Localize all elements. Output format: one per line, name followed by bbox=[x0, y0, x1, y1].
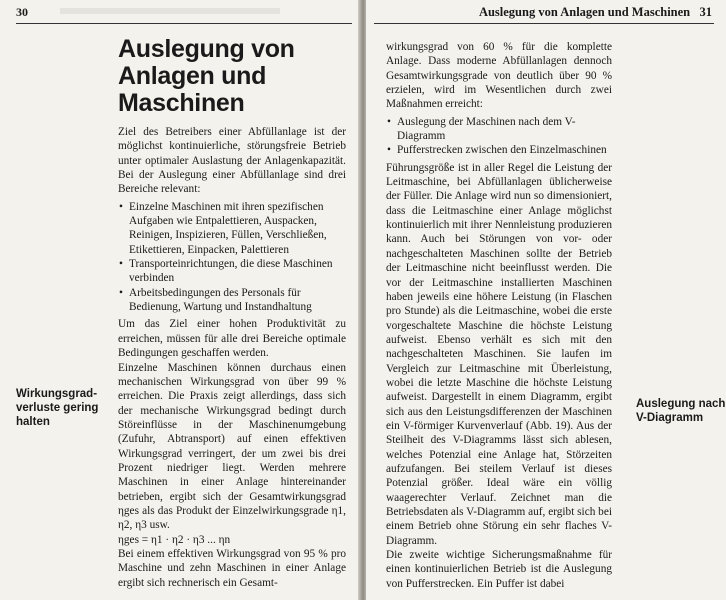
bullet-list-right bbox=[386, 115, 612, 158]
paragraph-productivity: Um das Ziel einer hohen Produktivität zu erreichen, müssen für alle drei Bereiche optimale Bedingungen geschaffen werden. bbox=[118, 318, 346, 360]
page-number-right: 31 bbox=[699, 5, 712, 19]
header-rule bbox=[374, 23, 714, 24]
chapter-title: Auslegung von Anlagen und Maschinen bbox=[118, 35, 295, 117]
efficiency-formula: ηges = η1 · η2 · η3 ... ηn bbox=[118, 533, 231, 546]
list-item: • Auslegung der Maschinen nach dem V-Diagramm bbox=[397, 115, 612, 144]
paragraph-intro: Ziel des Betreibers einer Abfüllanlage ist der möglichst kontinuierliche, störungsfreie Betrieb unter optimaler Auslastung der Anlagenkapazität. Bei der Auslegung einer Abfüllanlage sind drei Bereiche relevant: bbox=[118, 126, 346, 196]
left-body bbox=[118, 125, 346, 590]
list-item: • Pufferstrecken zwischen den Einzelmaschinen bbox=[397, 143, 612, 157]
right-page bbox=[366, 0, 726, 600]
page-number-left: 30 bbox=[16, 5, 28, 19]
paragraph-continuation: wirkungsgrad von 60 % für die komplette Anlage. Dass moderne Abfüllanlagen dennoch Gesamtwirkungsgrade von deutlich über 90 % erzielen, wird im Wesentlichen durch zwei Maßnahmen erreicht: bbox=[386, 41, 612, 111]
right-body bbox=[386, 40, 612, 591]
show-through bbox=[60, 8, 280, 14]
running-head-title: Auslegung von Anlagen und Maschinen bbox=[478, 5, 691, 19]
list-item: • Transporteinrichtungen, die diese Maschinen verbinden bbox=[129, 257, 346, 286]
list-item: • Einzelne Maschinen mit ihren spezifischen Aufgaben wie Entpalettieren, Auspacken, Reinigen, Inspizieren, Füllen, Verschließen, Etikettieren, Einpacken, Palettieren bbox=[129, 200, 346, 257]
left-page bbox=[0, 0, 360, 600]
running-head bbox=[479, 5, 712, 20]
bullet-list-left bbox=[118, 200, 346, 315]
paragraph-example: Bei einem effektiven Wirkungsgrad von 95 % pro Maschine und zehn Maschinen in einer Anlage ergibt sich rechnerisch ein Gesamt- bbox=[118, 547, 346, 589]
margin-note-left: Wirkungsgrad-verluste gering halten bbox=[16, 388, 99, 428]
paragraph-lead-machine: Führungsgröße ist in aller Regel die Leistung der Leitmaschine, bei Abfüllanlagen üblicherweise der Füller. Die Anlage wird nun so dimensioniert, dass die Leitmaschine einer Anlage möglichst kontinuierlich mit ihrer Nennleistung produzieren kann. Auch bei Störungen von vor- oder nachgeschalteten Maschinen sollte der Betrieb der Leitmaschine nicht beeinflusst werden. Die vor der Leitmaschine installierten Maschinen haben jeweils eine höhere Leistung (in Flaschen pro Stunde) als die Leitmaschine, wobei die erste vorgeschaltete Maschine die höchste Leistung aufweist. Ebenso verhält es sich mit den nachgeschalteten Maschinen. Sie laufen im Vergleich zur Leitmaschine mit Überleistung, wobei die letzte Maschine die höchste Leistung aufweist. Dargestellt in einem Diagramm, ergibt sich aus den Leistungsdifferenzen der Maschinen ein V-förmiger Kurvenverlauf (Abb. 19). Aus der Steilheit des V-Diagramms lässt sich ablesen, welches Potenzial eine Anlage hat, Störzeiten aufzufangen. Bei steilem Verlauf ist dieses Potenzial größer. Ideal wäre ein völlig waagerechter Verlauf. Zeichnet man die Betriebsdaten als V-Diagramm auf, ergibt sich bei einem Betrieb ohne Störung ein sehr flaches V-Diagramm. bbox=[386, 161, 612, 547]
header-rule bbox=[16, 23, 352, 24]
list-item: • Arbeitsbedingungen des Personals für Bedienung, Wartung und Instandhaltung bbox=[129, 286, 346, 315]
paragraph-efficiency: Einzelne Maschinen können durchaus einen mechanischen Wirkungsgrad von über 99 % erreichen. Die Praxis zeigt allerdings, dass sich der mechanische Wirkungsgrad bedingt durch Störeinflüsse in der Maschinenumgebung (Zufuhr, Abtransport) auf einen effektiven Wirkungsgrad verringert, der um zwei bis drei Prozent niedriger liegt. Werden mehrere Maschinen in einer Anlage hintereinander betrieben, ergibt sich der Gesamtwirkungsgrad ηges als das Produkt der Einzelwirkungsgrade η1, η2, η3 usw. bbox=[118, 361, 346, 532]
paragraph-buffer: Die zweite wichtige Sicherungsmaßnahme für einen kontinuierlichen Betrieb ist die Auslegung von Pufferstrecken. Ein Puffer ist dabei bbox=[386, 549, 612, 590]
margin-note-right: Auslegung nach V-Diagramm bbox=[636, 398, 726, 424]
